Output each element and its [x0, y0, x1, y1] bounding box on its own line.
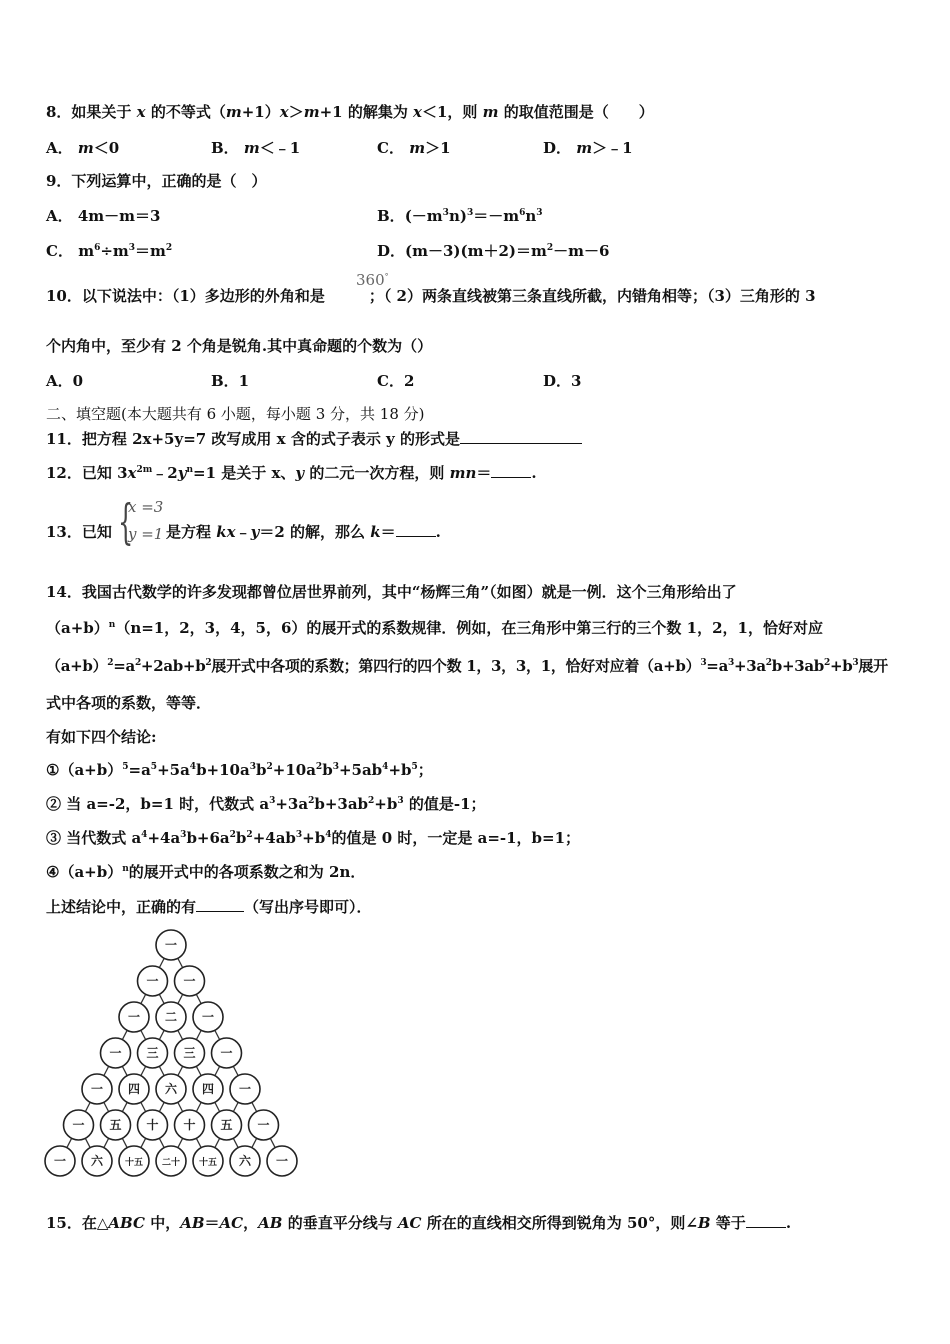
triangle-node-label: 十 — [146, 1118, 159, 1132]
q14-line2: $(a+b)^n(n=1$，2，3，4，5，6）的展开式的系数规律．例如，在三角形中第三行的三个数 1，2，1，恰好对应 — [46, 619, 823, 637]
q14-line1: 14．我国古代数学的许多发现都曾位居世界前列，其中“杨辉三角”（如图）就是一例．这个三角形给出了 — [46, 583, 737, 601]
q14-answer-blank[interactable] — [196, 897, 244, 912]
q9-option-c: C． $m^6\div m^3=m^2$ — [46, 242, 173, 260]
q8-option-a: A． m＜0 — [46, 139, 120, 157]
q10-option-a: A．0 — [46, 372, 84, 390]
triangle-node-label: 三 — [183, 1046, 196, 1060]
equation-system: { x =3 y =1 — [118, 494, 164, 550]
q14-line4: 式中各项的系数，等等． — [46, 694, 212, 712]
q11: 11．把方程 2x+5y=7 改写成用 x 含的式子表示 y 的形式是 — [46, 429, 582, 449]
triangle-node-label: 一 — [53, 1154, 67, 1168]
q14-tail: 上述结论中，正确的有 （写出序号即可）． — [46, 898, 372, 916]
q14-conclusion-3: ③ 当代数式 $a^4+4a^3b+6a^2b^2+4ab^3+b^4$的值是 0 时，一定是 a=-1，b=1； — [46, 829, 581, 847]
q11-answer-blank[interactable] — [460, 429, 582, 444]
q14-conclusion-2: ② 当 a=-2，b=1 时，代数式 $a^3+3a^2b+3ab^2+b^3$ 的值是-1； — [46, 795, 486, 813]
triangle-node-label: 五 — [109, 1118, 122, 1132]
q10-line2: 个内角中，至少有 2 个角是锐角.其中真命题的个数为（） — [46, 337, 433, 355]
triangle-node-label: 二 — [164, 1010, 178, 1024]
degree-360: 360° — [356, 271, 389, 289]
q9-option-a: A． 4m－m＝3 — [46, 207, 161, 225]
triangle-node-label: 一 — [109, 1046, 122, 1060]
triangle-node-label: 一 — [183, 974, 196, 988]
triangle-node-label: 二十 — [161, 1158, 181, 1168]
triangle-node-label: 一 — [72, 1118, 85, 1132]
q13-rest: 是方程 kx﹣y＝2 的解，那么 k＝ . — [166, 523, 441, 541]
triangle-node-label: 六 — [238, 1154, 252, 1168]
q8-stem: 8．如果关于 x 的不等式（m+1）x＞m+1 的解集为 x＜1，则 m 的取值范围是（ ） — [46, 103, 654, 121]
triangle-node-label: 六 — [90, 1154, 104, 1168]
section-heading: 二、填空题(本大题共有 6 小题，每小题 3 分，共 18 分) — [46, 405, 425, 423]
q9-option-b: B．$(-m^3n)^3=-m^6n^3$ — [377, 207, 543, 225]
q14-line3: $(a+b)^2=a^2+2ab+b^2$展开式中各项的系数；第四行的四个数 1，3，3，1，恰好对应着$(a+b)^3=a^3+3a^2b+3ab^2+b^3$展开 — [46, 657, 888, 675]
q14-line5: 有如下四个结论: — [46, 728, 157, 746]
q13-label: 13．已知 — [46, 523, 112, 541]
triangle-node-label: 一 — [275, 1154, 289, 1168]
triangle-node-label: 四 — [127, 1082, 141, 1096]
triangle-node-label: 一 — [164, 938, 178, 952]
q9-stem: 9．下列运算中，正确的是（ ） — [46, 172, 267, 190]
q12-answer-blank[interactable] — [491, 463, 531, 478]
q12: 12．已知 $3x^{2m}﹣2y^n=1$ 是关于 x、y 的二元一次方程，则 mn＝ . — [46, 464, 537, 482]
q10-line1: 10．以下说法中：（1）多边形的外角和是 ；（ 2）两条直线被第三条直线所截，内错角相等；（3）三角形的 3 — [46, 287, 816, 305]
q14-conclusion-1: $①(a+b)^5=a^5+5a^4b+10a^3b^2+10a^2b^3+5ab^4+b^5$； — [46, 761, 433, 779]
q10-option-b: B．1 — [211, 372, 250, 390]
triangle-node-label: 一 — [201, 1010, 215, 1024]
yanghui-triangle-figure — [40, 928, 310, 1203]
triangle-node-label: 十 — [183, 1118, 196, 1132]
triangle-node-label: 四 — [201, 1082, 215, 1096]
q9-option-d: D．$(m-3)(m+2)=m^2-m-6$ — [377, 242, 610, 260]
q10-option-c: C．2 — [377, 372, 415, 390]
q8-option-c: C． m＞1 — [377, 139, 451, 157]
q8-option-b: B． m＜﹣1 — [211, 139, 301, 157]
q15: 15．在△ABC 中，AB＝AC，AB 的垂直平分线与 AC 所在的直线相交所得到锐角为 50°，则∠B 等于 . — [46, 1214, 792, 1232]
triangle-node-label: 一 — [257, 1118, 270, 1132]
q14-conclusion-4: $④(a+b)^n$的展开式中的各项系数之和为 2n． — [46, 863, 366, 881]
triangle-node-label: 三 — [146, 1046, 159, 1060]
q13-answer-blank[interactable] — [396, 522, 436, 537]
triangle-node-label: 一 — [220, 1046, 233, 1060]
triangle-node-label: 一 — [146, 974, 159, 988]
triangle-node-label: 十五 — [198, 1158, 218, 1168]
triangle-node-label: 一 — [238, 1082, 252, 1096]
q15-answer-blank[interactable] — [746, 1213, 786, 1228]
triangle-node-label: 六 — [164, 1082, 178, 1096]
triangle-node-label: 五 — [220, 1118, 233, 1132]
q8-option-d: D． m＞﹣1 — [543, 139, 633, 157]
q10-option-d: D．3 — [543, 372, 582, 390]
triangle-node-label: 一 — [127, 1010, 141, 1024]
triangle-node-label: 十五 — [124, 1158, 144, 1168]
triangle-node-label: 一 — [90, 1082, 104, 1096]
